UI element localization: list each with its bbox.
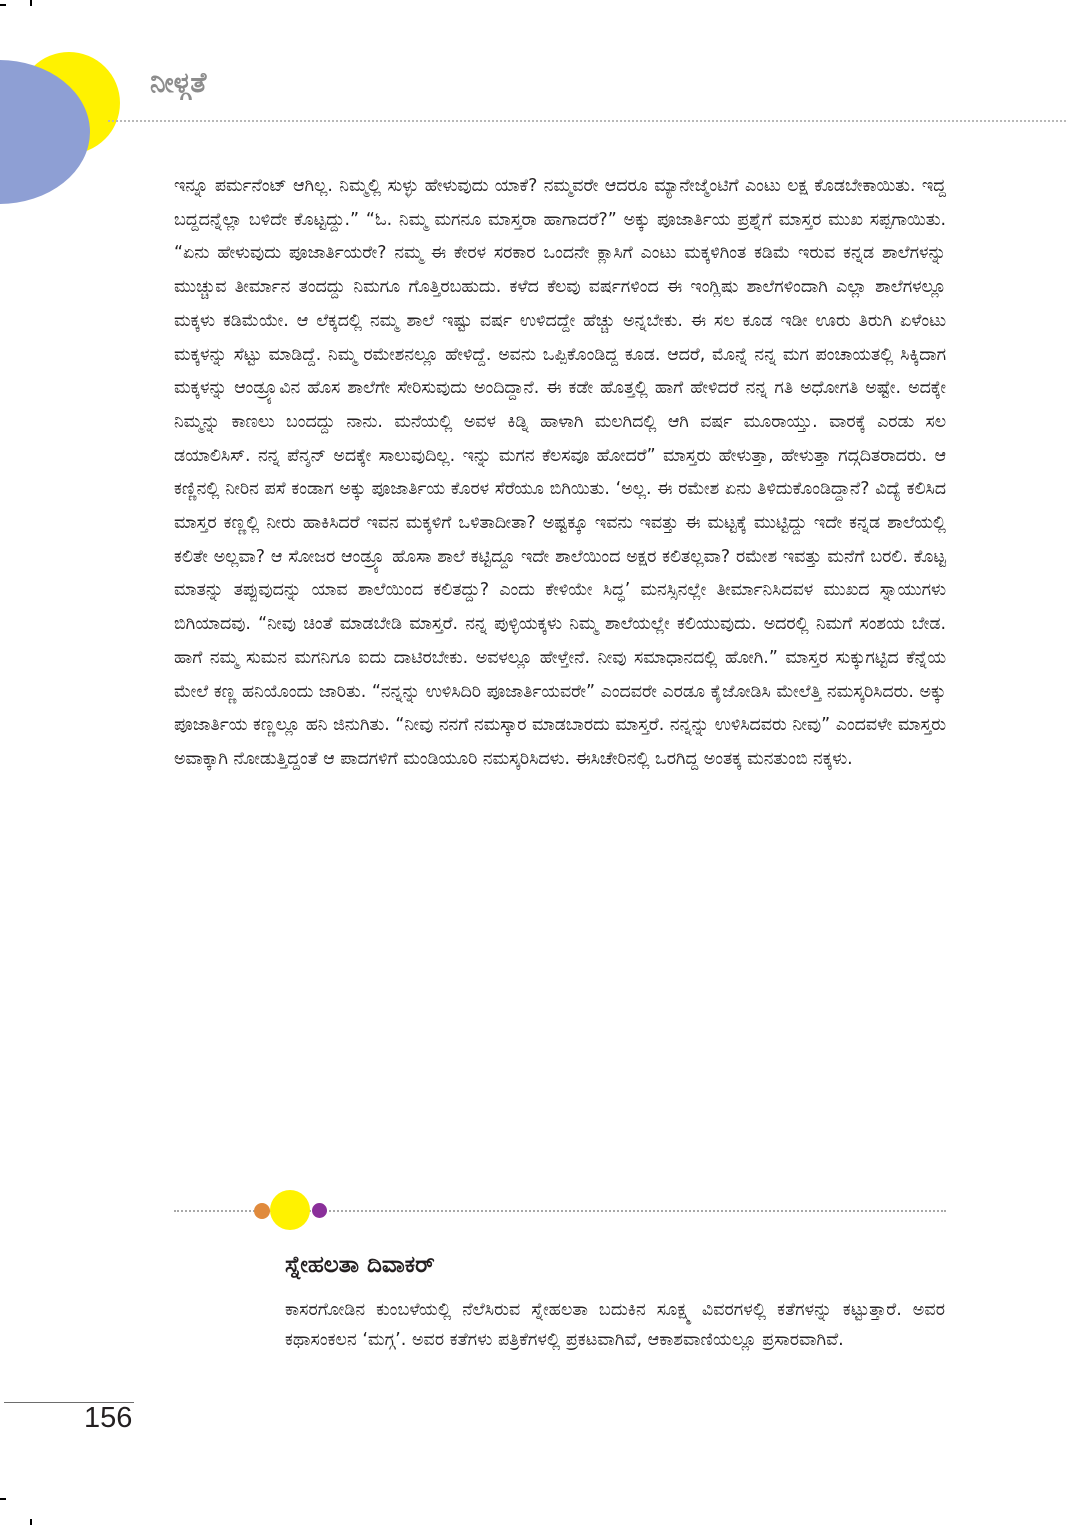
crop-mark-bottom-left bbox=[0, 1498, 6, 1500]
crop-mark-top-left bbox=[0, 4, 6, 6]
page-number: 156 bbox=[84, 1402, 133, 1434]
author-name: ಸ್ನೇಹಲತಾ ದಿವಾಕರ್ bbox=[285, 1252, 435, 1278]
decorative-yellow-dot bbox=[270, 1190, 310, 1230]
decorative-purple-dot bbox=[312, 1203, 327, 1218]
running-title: ನೀಳ್ಗತೆ bbox=[150, 66, 207, 99]
header-dotted-rule bbox=[108, 120, 1066, 122]
author-bio: ಕಾಸರಗೋಡಿನ ಕುಂಬಳೆಯಲ್ಲಿ ನೆಲೆಸಿರುವ ಸ್ನೇಹಲತಾ ಬದುಕಿನ ಸೂಕ್ಷ್ಮ ವಿವರಗಳಲ್ಲಿ ಕತೆಗಳನ್ನು ಕಟ್ಟುತ್ತಾರೆ. ಅವರ ಕಥಾಸಂಕಲನ ‘ಮಗ್ಗ’. ಅವರ ಕತೆಗಳು ಪತ್ರಿಕೆಗಳಲ್ಲಿ ಪ್ರಕಟವಾಗಿವೆ, ಆಕಾಶವಾಣಿಯಲ್ಲೂ ಪ್ರಸಾರವಾಗಿವೆ. bbox=[285, 1300, 945, 1350]
decorative-orange-dot bbox=[254, 1203, 270, 1219]
story-paragraph: ಇನ್ನೂ ಪರ್ಮನೆಂಟ್ ಆಗಿಲ್ಲ. ನಿಮ್ಮಲ್ಲಿ ಸುಳ್ಳು ಹೇಳುವುದು ಯಾಕೆ? ನಮ್ಮವರೇ ಆದರೂ ಮ್ಯಾನೇಜ್ಮೆಂಟಿಗೆ ಎಂಟು ಲಕ್ಷ ಕೊಡಬೇಕಾಯಿತು. ಇದ್ದ ಬದ್ದದನ್ನೆಲ್ಲಾ ಬಳಿದೇ ಕೊಟ್ಟದ್ದು.” “ಓ. ನಿಮ್ಮ ಮಗನೂ ಮಾಸ್ತರಾ ಹಾಗಾದರೆ?” ಅಕ್ಕು ಪೂಜಾರ್ತಿಯ ಪ್ರಶ್ನೆಗೆ ಮಾಸ್ತರ ಮುಖ ಸಪ್ಪಗಾಯಿತು. “ಏನು ಹೇಳುವುದು ಪೂಜಾರ್ತಿಯರೇ? ನಮ್ಮ ಈ ಕೇರಳ ಸರಕಾರ ಒಂದನೇ ಕ್ಲಾಸಿಗೆ ಎಂಟು ಮಕ್ಕಳಿಗಿಂತ ಕಡಿಮೆ ಇರುವ ಕನ್ನಡ ಶಾಲೆಗಳನ್ನು ಮುಚ್ಚುವ ತೀರ್ಮಾನ ತಂದದ್ದು ನಿಮಗೂ ಗೊತ್ತಿರಬಹುದು. ಕಳೆದ ಕೆಲವು ವರ್ಷಗಳಿಂದ ಈ ಇಂಗ್ಲಿಷು ಶಾಲೆಗಳಿಂದಾಗಿ ಎಲ್ಲಾ ಶಾಲೆಗಳಲ್ಲೂ ಮಕ್ಕಳು ಕಡಿಮೆಯೇ. ಆ ಲೆಕ್ಕದಲ್ಲಿ ನಮ್ಮ ಶಾಲೆ ಇಷ್ಟು ವರ್ಷ ಉಳಿದದ್ದೇ ಹೆಚ್ಚು ಅನ್ನಬೇಕು. ಈ ಸಲ ಕೂಡ ಇಡೀ ಊರು ತಿರುಗಿ ಏಳೆಂಟು ಮಕ್ಕಳನ್ನು ಸೆಟ್ಟು ಮಾಡಿದ್ದೆ. ನಿಮ್ಮ ರಮೇಶನಲ್ಲೂ ಹೇಳಿದ್ದೆ. ಅವನು ಒಪ್ಪಿಕೊಂಡಿದ್ದ ಕೂಡ. ಆದರೆ, ಮೊನ್ನೆ ನನ್ನ ಮಗ ಪಂಚಾಯತಲ್ಲಿ ಸಿಕ್ಕಿದಾಗ ಮಕ್ಕಳನ್ನು ಆಂಡ್ರ್ಯೂವಿನ ಹೊಸ ಶಾಲೆಗೇ ಸೇರಿಸುವುದು ಅಂದಿದ್ದಾನೆ. ಈ ಕಡೇ ಹೊತ್ತಲ್ಲಿ ಹಾಗೆ ಹೇಳಿದರೆ ನನ್ನ ಗತಿ ಅಧೋಗತಿ ಅಷ್ಟೇ. ಅದಕ್ಕೇ ನಿಮ್ಮನ್ನು ಕಾಣಲು ಬಂದದ್ದು ನಾನು. ಮನೆಯಲ್ಲಿ ಅವಳ ಕಿಡ್ನಿ ಹಾಳಾಗಿ ಮಲಗಿದಲ್ಲಿ ಆಗಿ ವರ್ಷ ಮೂರಾಯ್ತು. ವಾರಕ್ಕೆ ಎರಡು ಸಲ ಡಯಾಲಿಸಿಸ್. ನನ್ನ ಪೆನ್ಶನ್ ಅದಕ್ಕೇ ಸಾಲುವುದಿಲ್ಲ. ಇನ್ನು ಮಗನ ಕೆಲಸವೂ ಹೋದರೆ” ಮಾಸ್ತರು ಹೇಳುತ್ತಾ, ಹೇಳುತ್ತಾ ಗದ್ಗದಿತರಾದರು. ಆ ಕಣ್ಣಿನಲ್ಲಿ ನೀರಿನ ಪಸೆ ಕಂಡಾಗ ಅಕ್ಕು ಪೂಜಾರ್ತಿಯ ಕೊರಳ ಸೆರೆಯೂ ಬಿಗಿಯಿತು. ‘ಅಲ್ಲ. ಈ ರಮೇಶ ಏನು ತಿಳಿದುಕೊಂಡಿದ್ದಾನೆ? ವಿದ್ಯೆ ಕಲಿಸಿದ ಮಾಸ್ತರ ಕಣ್ಣಲ್ಲಿ ನೀರು ಹಾಕಿಸಿದರೆ ಇವನ ಮಕ್ಕಳಿಗೆ ಒಳಿತಾದೀತಾ? ಅಷ್ಟಕ್ಕೂ ಇವನು ಇವತ್ತು ಈ ಮಟ್ಟಕ್ಕೆ ಮುಟ್ಟಿದ್ದು ಇದೇ ಕನ್ನಡ ಶಾಲೆಯಲ್ಲಿ ಕಲಿತೇ ಅಲ್ಲವಾ? ಆ ಸೋಜರ ಆಂಡ್ರ್ಯೂ ಹೊಸಾ ಶಾಲೆ ಕಟ್ಟಿದ್ದೂ ಇದೇ ಶಾಲೆಯಿಂದ ಅಕ್ಷರ ಕಲಿತಲ್ಲವಾ? ರಮೇಶ ಇವತ್ತು ಮನೆಗೆ ಬರಲಿ. ಕೊಟ್ಟ ಮಾತನ್ನು ತಪ್ಪುವುದನ್ನು ಯಾವ ಶಾಲೆಯಿಂದ ಕಲಿತದ್ದು? ಎಂದು ಕೇಳಿಯೇ ಸಿದ್ಧ’ ಮನಸ್ಸಿನಲ್ಲೇ ತೀರ್ಮಾನಿಸಿದವಳ ಮುಖದ ಸ್ನಾಯುಗಳು ಬಿಗಿಯಾದವು. “ನೀವು ಚಿಂತೆ ಮಾಡಬೇಡಿ ಮಾಸ್ತರೆ. ನನ್ನ ಪುಳ್ಳಿಯಕ್ಕಳು ನಿಮ್ಮ ಶಾಲೆಯಲ್ಲೇ ಕಲಿಯುವುದು. ಅದರಲ್ಲಿ ನಿಮಗೆ ಸಂಶಯ ಬೇಡ. ಹಾಗೆ ನಮ್ಮ ಸುಮನ ಮಗನಿಗೂ ಐದು ದಾಟಿರಬೇಕು. ಅವಳಲ್ಲೂ ಹೇಳ್ತೇನೆ. ನೀವು ಸಮಾಧಾನದಲ್ಲಿ ಹೋಗಿ.” ಮಾಸ್ತರ ಸುಕ್ಕುಗಟ್ಟಿದ ಕೆನ್ನೆಯ ಮೇಲೆ ಕಣ್ಣ ಹನಿಯೊಂದು ಜಾರಿತು. “ನನ್ನನ್ನು ಉಳಿಸಿದಿರಿ ಪೂಜಾರ್ತಿಯವರೇ” ಎಂದವರೇ ಎರಡೂ ಕೈಜೋಡಿಸಿ ಮೇಲೆತ್ತಿ ನಮಸ್ಕರಿಸಿದರು. ಅಕ್ಕು ಪೂಜಾರ್ತಿಯ ಕಣ್ಣಲ್ಲೂ ಹನಿ ಜಿನುಗಿತು. “ನೀವು ನನಗೆ ನಮಸ್ಕಾರ ಮಾಡಬಾರದು ಮಾಸ್ತರೆ. ನನ್ನನ್ನು ಉಳಿಸಿದವರು ನೀವು” ಎಂದವಳೇ ಮಾಸ್ತರು ಅವಾಕ್ಕಾಗಿ ನೋಡುತ್ತಿದ್ದಂತೆ ಆ ಪಾದಗಳಿಗೆ ಮಂಡಿಯೂರಿ ನಮಸ್ಕರಿಸಿದಳು. ಈಸಿಚೇರಿನಲ್ಲಿ ಒರಗಿದ್ದ ಅಂತಕ್ಕ ಮನತುಂಬಿ ನಕ್ಕಳು. bbox=[174, 176, 946, 769]
crop-mark-top-left-vertical bbox=[30, 0, 32, 6]
crop-mark-bottom-left-vertical bbox=[30, 1519, 32, 1525]
story-body bbox=[174, 170, 946, 777]
